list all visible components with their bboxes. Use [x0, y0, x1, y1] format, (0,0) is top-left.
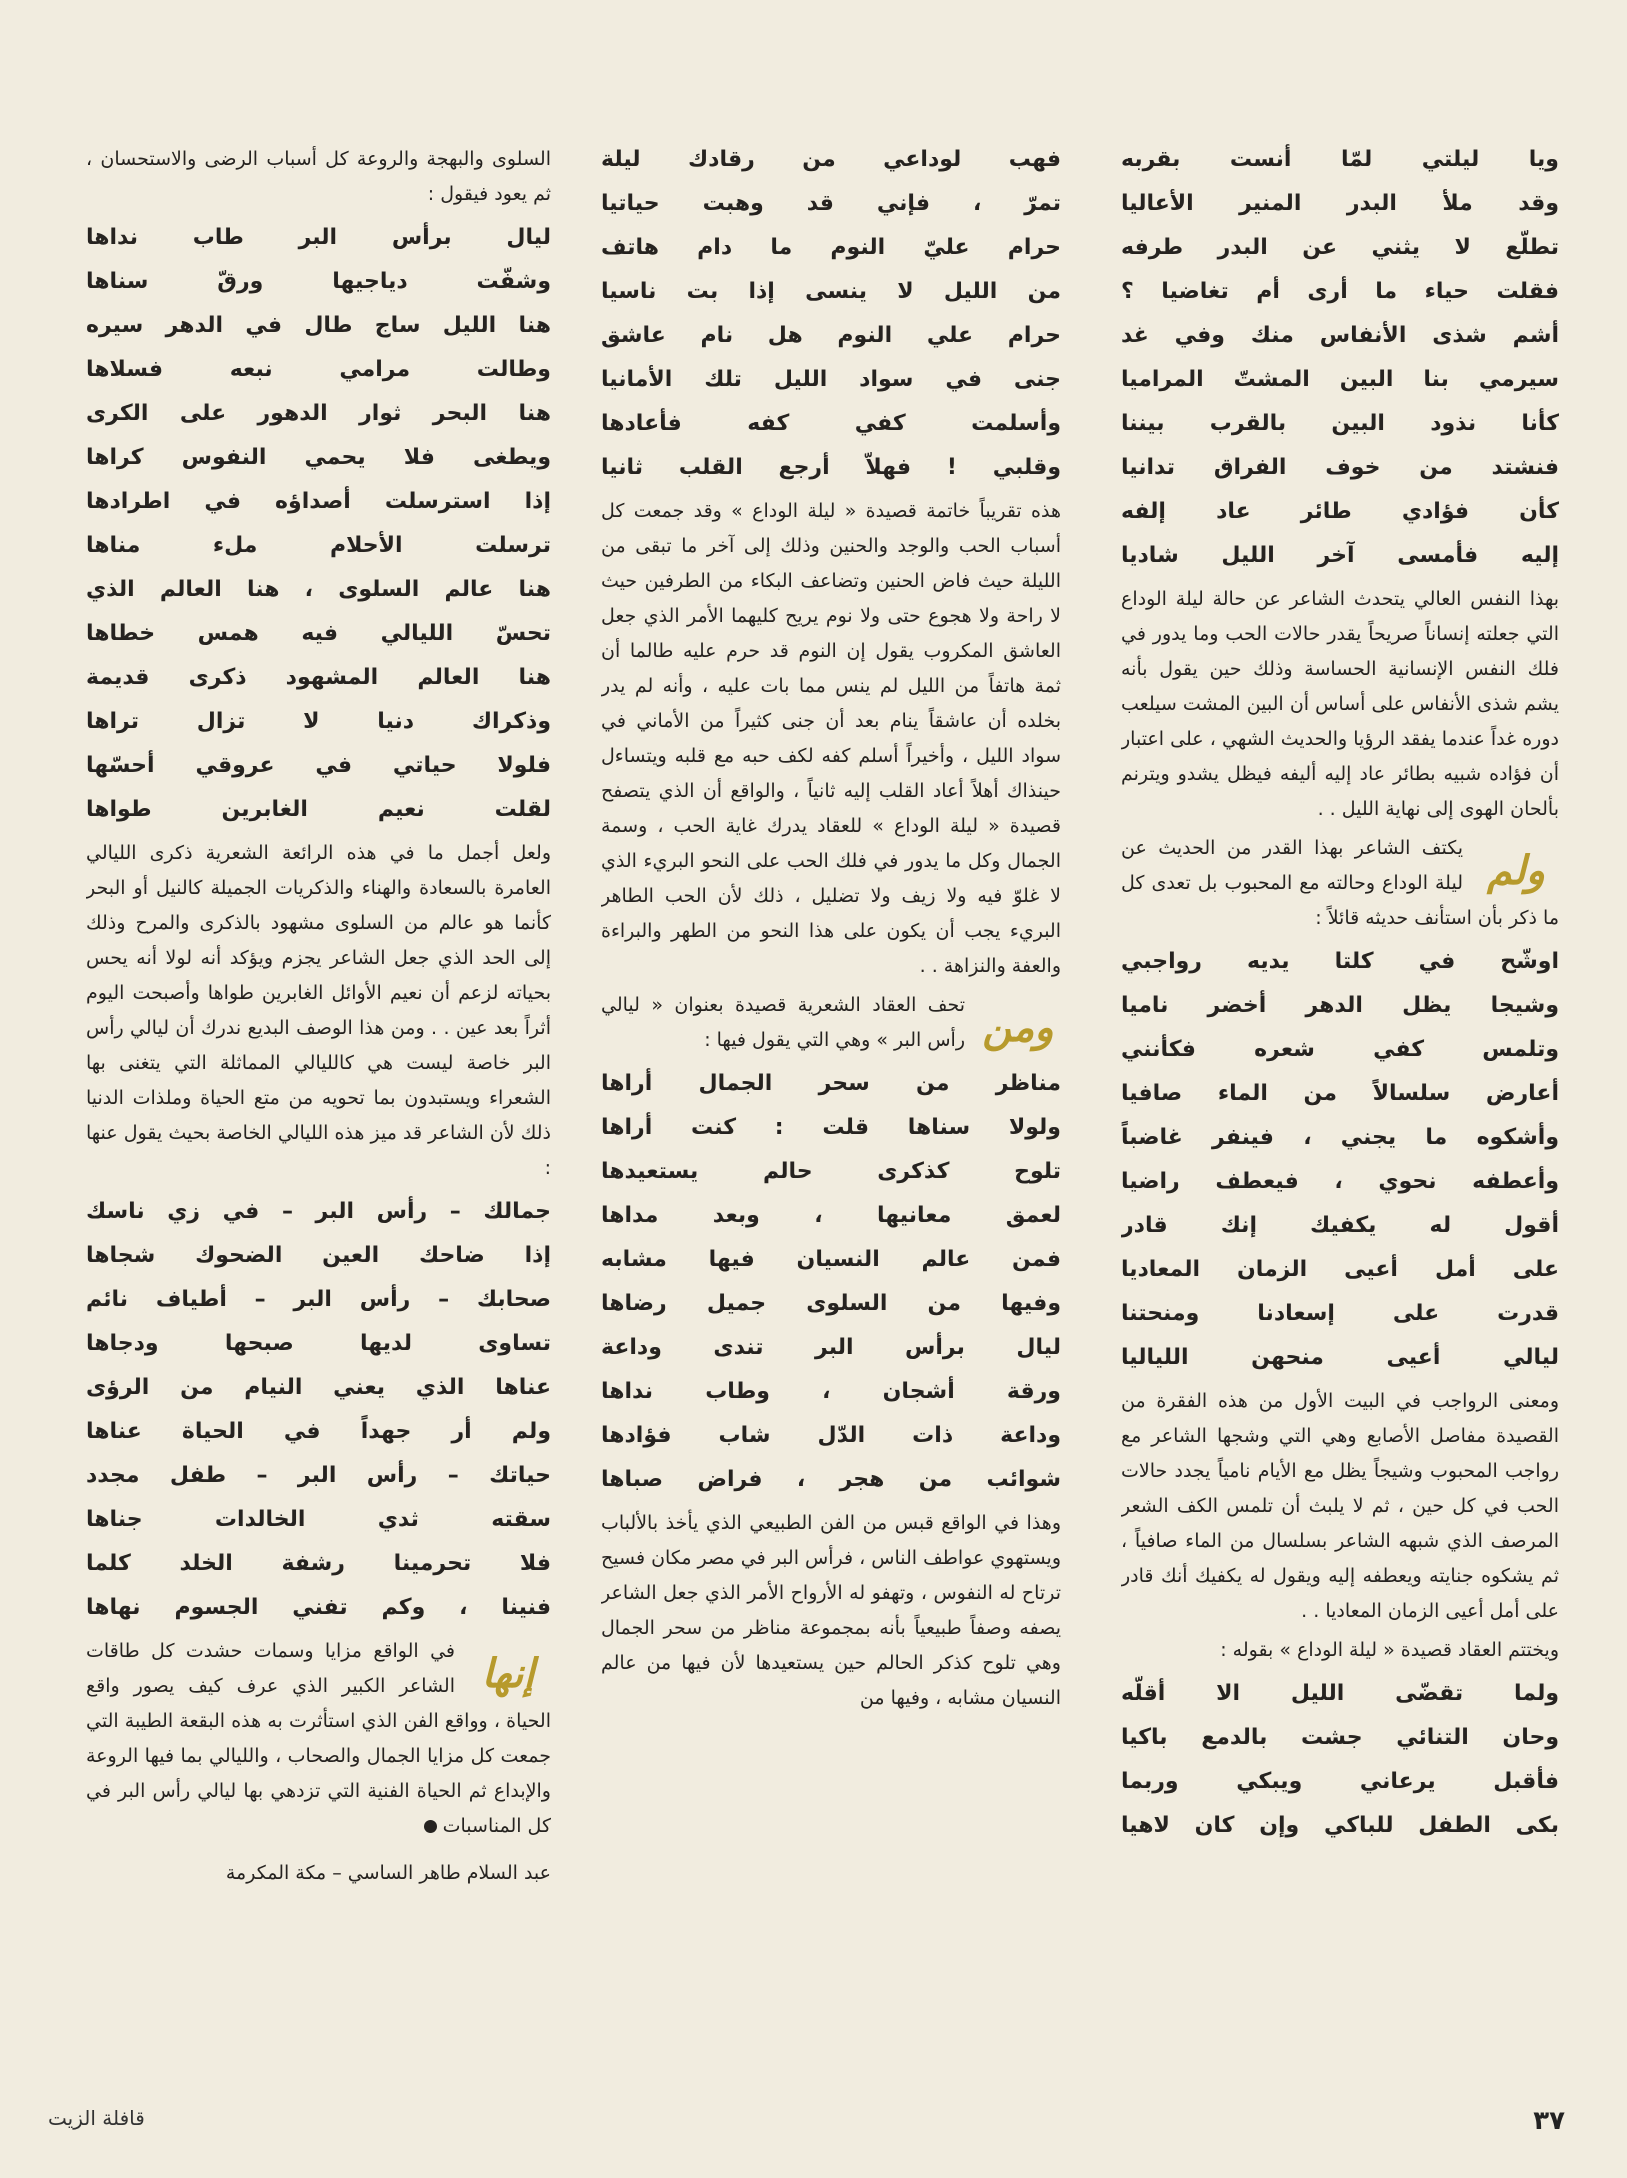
- verse-line: مناظر من سحر الجمال أراها: [601, 1071, 1061, 1096]
- verse-line: ورقة أشجان ، وطاب نداها: [601, 1379, 1061, 1404]
- verse-line: تمرّ ، فإني قد وهبت حياتيا: [601, 191, 1061, 216]
- decorative-initial: ولم: [1486, 846, 1546, 894]
- verse-line: فمن عالم النسيان فيها مشابه: [601, 1247, 1061, 1272]
- verse-line: إليه فأمسى آخر الليل شاديا: [1121, 543, 1559, 568]
- paragraph: بهذا النفس العالي يتحدث الشاعر عن حالة ليلة الوداع التي جعلته إنساناً صريحاً يقدر حالات الحب وما يدور في فلك النفس الإنسانية الحساسة وذلك حين يقول بأنه يشم شذى الأنفاس على أساس أن البين المشت سيلعب دوره غداً عندما يفقد الرؤيا والحديث الشهي ، على اعتبار أن فؤاده شبيه بطائر عاد إليه أليفه فيظل يشدو ويترنم بألحان الهوى إلى نهاية الليل . .: [1121, 588, 1559, 820]
- verse-line: وداعة ذات الدّل شاب فؤادها: [601, 1423, 1061, 1448]
- verse-line: أشم شذى الأنفاس منك وفي غد: [1121, 323, 1559, 348]
- poem-block-3: [1121, 1672, 1559, 1848]
- verse-line: فقلت حياء ما أرى أم تغاضيا ؟: [1121, 279, 1559, 304]
- verse-line: حرام علي النوم هل نام عاشق: [601, 323, 1061, 348]
- verse-line: تلوح كذكرى حالم يستعيدها: [601, 1159, 1061, 1184]
- paragraph-with-initial: [601, 988, 1061, 1058]
- verse-line: ويا ليلتي لمّا أنست بقربه: [1121, 147, 1559, 172]
- verse-line: عناها الذي يعني النيام من الرؤى: [86, 1375, 551, 1400]
- paragraph: ولعل أجمل ما في هذه الرائعة الشعرية ذكرى الليالي العامرة بالسعادة والهناء والذكريات الجميلة كالنيل أو البحر كأنما هو عالم من السلوى مشهود بالذكرى والمرح وذلك إلى الحد الذي جعل الشاعر يجزم ويؤكد أنه لولا أنه يحس بحياته لزعم أن نعيم الأوائل الغابرين طواها وأصبحت اليوم أثراً بعد عين . . ومن هذا الوصف البديع ندرك أن ليالي رأس البر خاصة ليست هي كالليالي المماثلة التي يتغنى بها الشعراء ويستبدون بما تحويه من متع الحياة وملذات الدنيا ذلك لأن الشاعر قد ميز هذه الليالي الخاصة بحيث يقول عنها :: [86, 842, 551, 1179]
- verse-line: تساوى لديها صبحها ودجاها: [86, 1331, 551, 1356]
- verse-line: سقته ثدي الخالدات جناها: [86, 1507, 551, 1532]
- verse-line: لعمق معانيها ، وبعد مداها: [601, 1203, 1061, 1228]
- column-middle: [601, 138, 1061, 2068]
- verse-line: فأقبل يرعاني ويبكي وربما: [1121, 1769, 1559, 1794]
- verse-line: وقد ملأ البدر المنير الأعاليا: [1121, 191, 1559, 216]
- verse-line: سيرمي بنا البين المشتّ المراميا: [1121, 367, 1559, 392]
- verse-line: تطلّع لا يثني عن البدر طرفه: [1121, 235, 1559, 260]
- verse-line: اوشّح في كلتا يديه رواجبي: [1121, 949, 1559, 974]
- paragraph-with-initial: [86, 1634, 551, 1844]
- poem-block-1: [86, 216, 551, 832]
- verse-line: ولم أر جهداً في الحياة عناها: [86, 1419, 551, 1444]
- verse-line: هنا العالم المشهود ذكرى قديمة: [86, 665, 551, 690]
- verse-line: ليال برأس البر تندى وداعة: [601, 1335, 1061, 1360]
- paragraph: ويختتم العقاد قصيدة « ليلة الوداع » بقوله :: [1220, 1639, 1559, 1661]
- verse-line: ويطغى فلا يحمي النفوس كراها: [86, 445, 551, 470]
- column-left: [86, 138, 551, 2068]
- end-of-article-bullet: [424, 1820, 437, 1833]
- poem-block-2: [86, 1190, 551, 1630]
- verse-line: فنشتد من خوف الفراق تدانيا: [1121, 455, 1559, 480]
- verse-line: على أمل أعيى الزمان المعاديا: [1121, 1257, 1559, 1282]
- verse-line: إذا ضاحك العين الضحوك شجاها: [86, 1243, 551, 1268]
- verse-line: فنينا ، وكم تفني الجسوم نهاها: [86, 1595, 551, 1620]
- verse-line: وطالت مرامي نبعه فسلاها: [86, 357, 551, 382]
- verse-line: أعارض سلسالاً من الماء صافيا: [1121, 1081, 1559, 1106]
- verse-line: وأشكوه ما يجني ، فينفر غاضباً: [1121, 1125, 1559, 1150]
- paragraph: تحف العقاد الشعرية قصيدة بعنوان « ليالي رأس البر » وهي التي يقول فيها :: [601, 994, 965, 1051]
- decorative-initial: ومن: [982, 1003, 1054, 1051]
- decorative-initial: إنها: [481, 1649, 535, 1697]
- paragraph: ومعنى الرواجب في البيت الأول من هذه الفقرة من القصيدة مفاصل الأصابع وهي التي وشجها الشاعر مع رواجب المحبوب وشيجاً يظل مع الأيام نامياً يجدد حالات الحب في كل حين ، ثم لا يلبث أن تلمس الكف الشعر المرصف الذي شبهه الشاعر بسلسال من الماء صافياً ، ثم يشكوه جنايته ويعطفه إليه ويقول له يكفيك أنك قادر على أمل أعيى الزمان المعاديا . .: [1121, 1390, 1559, 1622]
- poem-block-1: [1121, 138, 1559, 578]
- verse-line: هنا عالم السلوى ، هنا العالم الذي: [86, 577, 551, 602]
- verse-line: وتلمس كفي شعره فكأنني: [1121, 1037, 1559, 1062]
- verse-line: فلولا حياتي في عروقي أحسّها: [86, 753, 551, 778]
- verse-line: ليال برأس البر طاب نداها: [86, 225, 551, 250]
- verse-line: أقول له يكفيك إنك قادر: [1121, 1213, 1559, 1238]
- verse-line: جمالك – رأس البر – في زي ناسك: [86, 1199, 551, 1224]
- verse-line: تحسّ الليالي فيه همس خطاها: [86, 621, 551, 646]
- verse-line: ولولا سناها قلت : كنت أراها: [601, 1115, 1061, 1140]
- paragraph-text: في الواقع مزايا وسمات حشدت كل طاقات الشاعر الكبير الذي عرف كيف يصور واقع الحياة ، وواقع الفن الذي استأثرت به هذه البقعة الطيبة التي جمعت كل مزايا الجمال والصحاب ، والليالي بما فيها الروعة والإبداع ثم الحياة الفنية التي تزدهي بها ليالي رأس البر في كل المناسبات: [86, 1640, 551, 1837]
- verse-line: وقلبي ! فهلاّ أرجع القلب ثانيا: [601, 455, 1061, 480]
- verse-line: هنا الليل ساج طال في الدهر سيره: [86, 313, 551, 338]
- paragraph-with-initial: [1121, 831, 1559, 936]
- verse-line: وفيها من السلوى جميل رضاها: [601, 1291, 1061, 1316]
- author-signature: عبد السلام طاهر الساسي – مكة المكرمة: [225, 1862, 551, 1884]
- verse-line: وأعطفه نحوي ، فيعطف راضيا: [1121, 1169, 1559, 1194]
- verse-line: كأنا نذود البين بالقرب بيننا: [1121, 411, 1559, 436]
- paragraph: يكتف الشاعر بهذا القدر من الحديث عن ليلة الوداع وحالته مع المحبوب بل تعدى كل ما ذكر بأن استأنف حديثه قائلاً :: [1121, 837, 1559, 929]
- poem-block-2: [601, 1062, 1061, 1502]
- verse-line: وحان التنائي جشت بالدمع باكيا: [1121, 1725, 1559, 1750]
- verse-line: من الليل لا ينسى إذا بت ناسيا: [601, 279, 1061, 304]
- verse-line: ترسلت الأحلام ملء مناها: [86, 533, 551, 558]
- page-number: ٣٧: [1533, 2106, 1565, 2136]
- verse-line: شوائب من هجر ، فراض صباها: [601, 1467, 1061, 1492]
- magazine-name: قافلة الزيت: [48, 2106, 145, 2130]
- verse-line: حياتك – رأس البر – طفل مجدد: [86, 1463, 551, 1488]
- paragraph: هذه تقريباً خاتمة قصيدة « ليلة الوداع » وقد جمعت كل أسباب الحب والوجد والحنين وذلك إلى آخر ما تبقى من الليلة حيث فاض الحنين وتضاعف البكاء من الطرفين حيث لا راحة ولا هجوع حتى ولا نوم يريح كليهما الأمر الذي جعل العاشق المكروب يقول إن النوم قد حرم عليه طالما أن ثمة هاتفاً من الليل لم ينس مما بات عليه ، وأنه لم يدر بخلده أن عاشقاً ينام بعد أن جنى كثيراً من الأماني في سواد الليل ، وأخيراً أسلم كفه لكف حبه مع قلبه ويتساءل حينذاك أهلاً أعاد القلب إليه ثانياً ، والواقع أن الذي يتصفح قصيدة « ليلة الوداع » للعقاد يدرك غاية الحب ، وسمة الجمال وكل ما يدور في فلك الحب على النحو البريء الذي لا غلوّ فيه ولا زيف ولا تضليل ، ذلك لأن الحب الطاهر البريء يجب أن يكون على هذا النحو من الطهر والبراءة والعفة والنزاهة . .: [601, 500, 1061, 977]
- paragraph: السلوى والبهجة والروعة كل أسباب الرضى والاستحسان ، ثم يعود فيقول :: [86, 148, 551, 205]
- paragraph: وهذا في الواقع قبس من الفن الطبيعي الذي يأخذ بالألباب ويستهوي عواطف الناس ، فرأس البر في مصر مكان فسيح ترتاح له النفوس ، وتهفو له الأرواح الأمر الذي جعل الشاعر يصفه وصفاً طبيعياً بأنه بمجموعة مناظر من سحر الجمال وهي تلوح كذكر الحالم حين يستعيدها لأن فيها من عالم النسيان مشابه ، وفيها من: [601, 1512, 1061, 1709]
- verse-line: ليالي أعيى منحهن اللياليا: [1121, 1345, 1559, 1370]
- verse-line: هنا البحر ثوار الدهور على الكرى: [86, 401, 551, 426]
- verse-line: وشيجا يظل الدهر أخضر ناميا: [1121, 993, 1559, 1018]
- verse-line: وأسلمت كفي كفه فأعادها: [601, 411, 1061, 436]
- verse-line: وشفّت دياجيها ورقّ سناها: [86, 269, 551, 294]
- verse-line: فلا تحرمينا رشفة الخلد كلما: [86, 1551, 551, 1576]
- poem-block-2: [1121, 940, 1559, 1380]
- verse-line: جنى في سواد الليل تلك الأمانيا: [601, 367, 1061, 392]
- verse-line: ولما تقضّى الليل الا أقلّه: [1121, 1681, 1559, 1706]
- verse-line: صحابك – رأس البر – أطياف نائم: [86, 1287, 551, 1312]
- verse-line: لقلت نعيم الغابرين طواها: [86, 797, 551, 822]
- verse-line: حرام عليّ النوم ما دام هاتف: [601, 235, 1061, 260]
- poem-block-1: [601, 138, 1061, 490]
- verse-line: قدرت على إسعادنا ومنحتنا: [1121, 1301, 1559, 1326]
- verse-line: بكى الطفل للباكي وإن كان لاهيا: [1121, 1813, 1559, 1838]
- verse-line: وذكراك دنيا لا تزال تراها: [86, 709, 551, 734]
- verse-line: كأن فؤادي طائر عاد إلفه: [1121, 499, 1559, 524]
- verse-line: إذا استرسلت أصداؤه في اطرادها: [86, 489, 551, 514]
- column-right: [1121, 138, 1559, 2068]
- verse-line: فهب لوداعي من رقادك ليلة: [601, 147, 1061, 172]
